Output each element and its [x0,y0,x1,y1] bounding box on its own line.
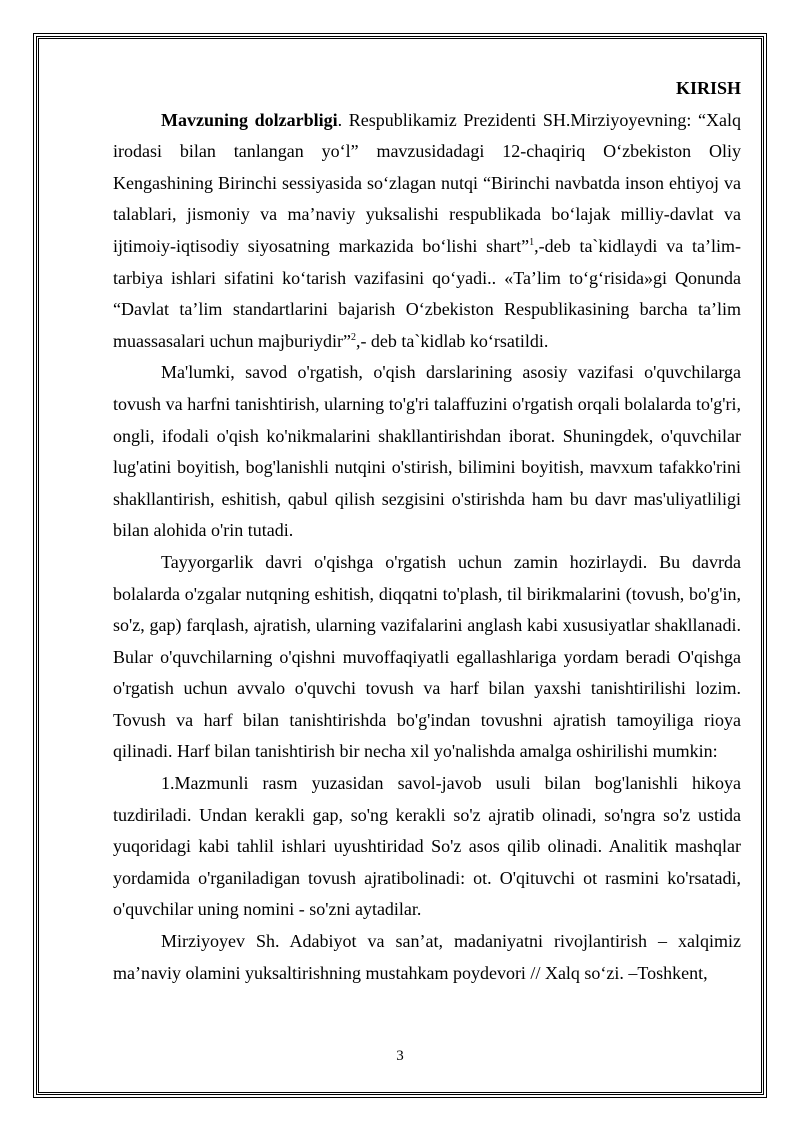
document-body [113,73,741,989]
paragraph-text-c: ,- deb ta`kidlab ko‘rsatildi. [355,330,549,351]
paragraph-text-b: ,-deb ta`kidlaydi va ta’lim-tarbiya ishlari sifatini ko‘tarish vazifasini qo‘yadi.. «Ta’lim to‘g‘risida»gi Qonunda “Davlat ta’lim standartlarini bajarish O‘zbekiston Respublikasining barcha ta’lim muassasalari uchun majburiydir” [113,235,741,351]
paragraph-literacy: Ma'lumki, savod o'rgatish, o'qish darslarining asosiy vazifasi o'quvchilarga tovush va harfni tanishtirish, ularning to'g'ri talaffuzini o'rgatish orqali bolalarda to'g'ri, ongli, ifodali o'qish ko'nikmalarini shakllantirishdan iborat. Shuningdek, o'quvchilar lug'atini boyitish, bog'lanishli nutqini o'stirish, bilimini boyitish, mavxum tafakko'rini shakllantirish, eshitish, qabul qilish sezgisini o'stirishda ham bu davr mas'uliyatliligi bilan alohida o'rin tutadi. [113,362,741,541]
paragraph-preparation: Tayyorgarlik davri o'qishga o'rgatish uchun zamin hozirlaydi. Bu davrda bolalarda o'zgalar nutqning eshitish, diqqatni to'plash, til birikmalarini (tovush, bo'g'in, so'z, gap) farqlash, ajratish, ularning vazifalarini anglash kabi xususiyatlar shakllanadi. Bular o'quvchilarning o'qishni muvoffaqiyatli egallashlariga yordam beradi O'qishga o'rgatish uchun avvalo o'quvchi tovush va harf bilan yaxshi tanishtirilishi lozim. Tovush va harf bilan tanishtirishda bo'g'indan tovushni ajratish tamoyiliga rioya qilinadi. Harf bilan tanishtirish bir necha xil yo'nalishda amalga oshirilishi mumkin: [113,551,741,762]
paragraph-footnote-text: Mirziyoyev Sh. Adabiyot va san’at, madaniyatni rivojlantirish – xalqimiz ma’naviy olamini yuksaltirishning mustahkam poydevori // Xalq so‘zi. –Toshkent, [113,931,741,983]
footnote-ref-2[interactable]: 2 [350,331,356,343]
footnote-ref-1[interactable]: 1 [529,236,535,248]
page-number: 3 [396,1048,404,1064]
paragraph-relevance [113,105,741,358]
paragraph-lead-bold: Mavzuning dolzarbligi [161,109,338,130]
paragraph-method-1: 1.Mazmunli rasm yuzasidan savol-javob usuli bilan bog'lanishli hikoya tuzdiriladi. Undan kerakli gap, so'ng kerakli so'z ajratib olinadi, so'ngra so'z ustida yuqoridagi kabi tahlil ishlari uyushtiridad So'z asos qilib olinadi. Analitik mashqlar yordamida o'rganiladigan tovush ajratibolinadi: ot. O'qituvchi ot rasmini ko'rsatadi, o'quvchilar uning nomini - so'zni aytadilar. [113,773,741,920]
paragraph-text-a: . Respublikamiz Prezidenti SH.Mirziyoyevning: “Xalq irodasi bilan tanlangan yo‘l” mavzusidadagi 12-chaqiriq O‘zbekiston Oliy Kengashining Birinchi sessiyasida so‘zlagan nutqi “Birinchi navbatda inson ehtiyoj va talablari, jismoniy va ma’naviy yuksalishi respublikada bo‘lajak milliy-davlat va ijtimoiy-iqtisodiy siyosatning markazida bo‘lishi shart” [113,109,741,256]
section-heading: KIRISH [675,78,741,98]
